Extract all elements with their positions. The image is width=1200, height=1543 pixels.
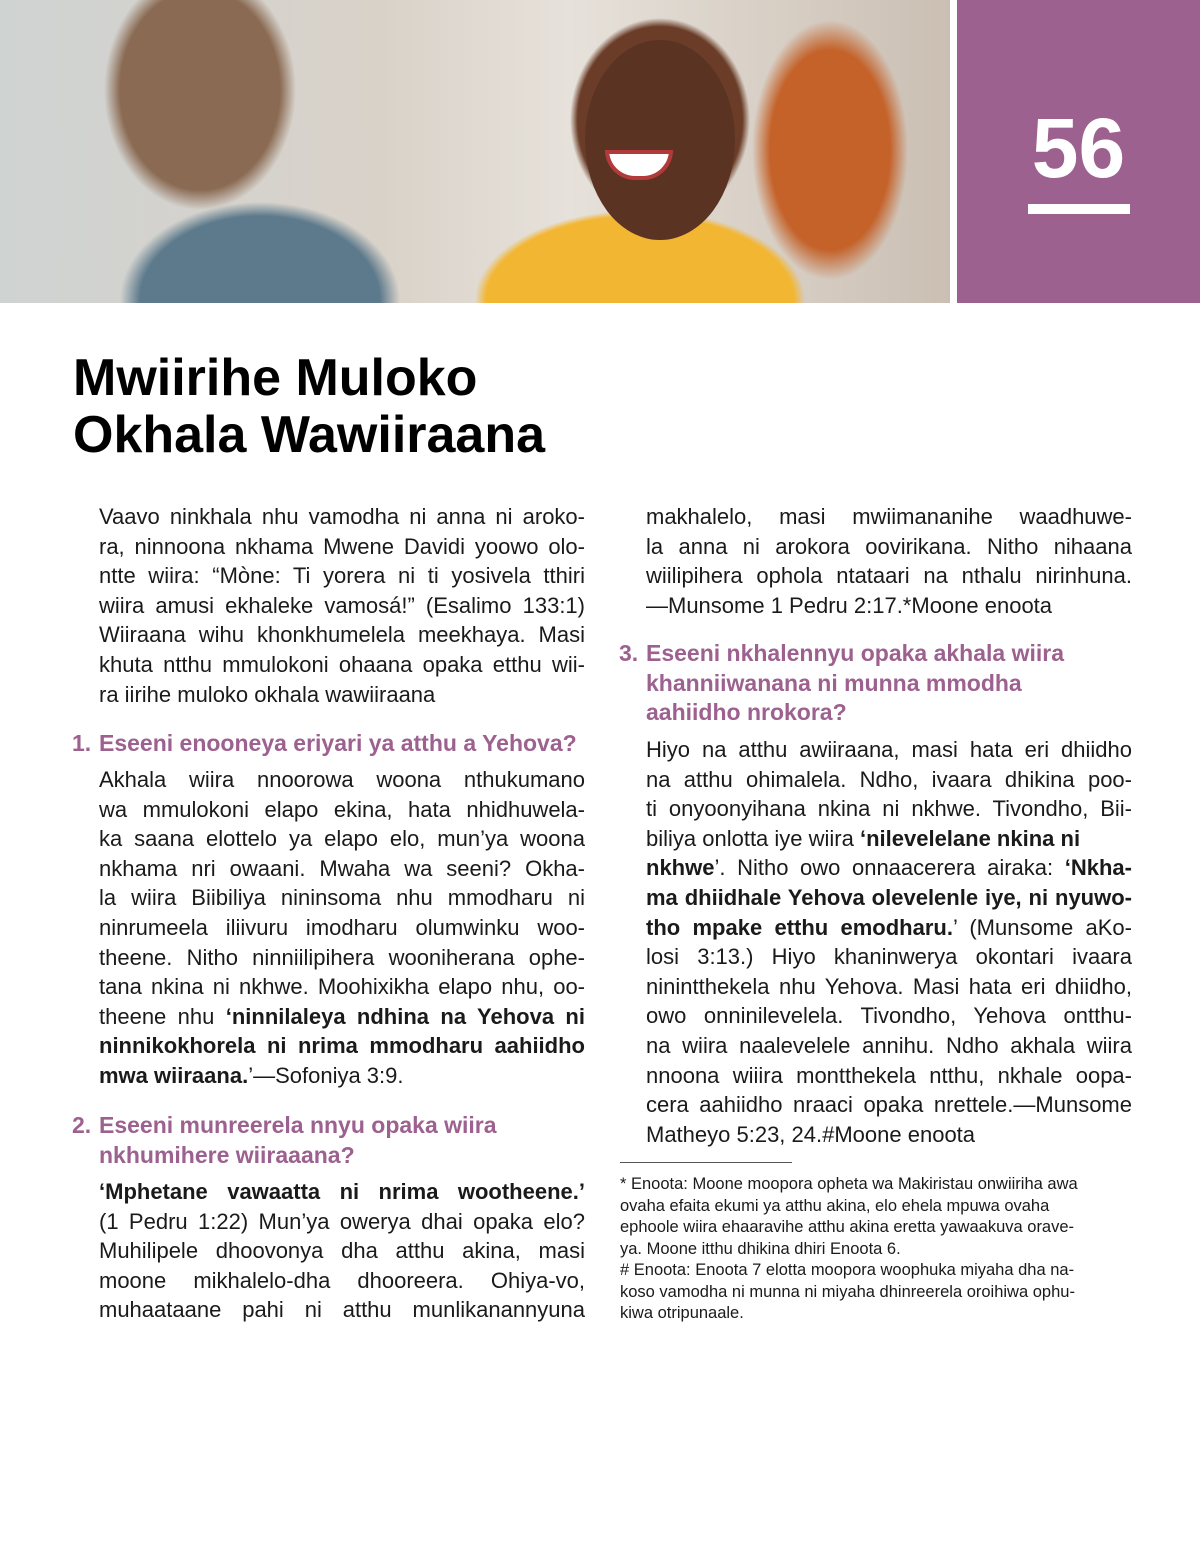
text-line <box>646 502 1132 532</box>
section-heading-text: aahiidho nrokora? <box>646 699 847 726</box>
text-segment: Muhilipele dhoovonya dha atthu akina, masi <box>99 1238 585 1264</box>
text-line-content <box>99 797 585 822</box>
text-segment: ’—Sofoniya 3:9. <box>248 1062 404 1088</box>
text-segment: wiilipihera ophola ntataari na nthalu nirinhuna. <box>646 563 1132 589</box>
section-2-paragraph <box>99 1177 585 1325</box>
footnotes <box>620 1174 1140 1325</box>
text-line <box>99 1295 585 1325</box>
text-line-content <box>646 885 1132 910</box>
text-segment: wa mmulokoni elapo ekina, hata nhidhuwela- <box>99 796 585 822</box>
section-heading-text: Eseeni enooneya eriyari ya atthu a Yehova? <box>99 730 577 756</box>
text-segment: ninrumeela iliivuru imodharu olumwinku woo- <box>99 914 585 940</box>
text-line-content <box>99 767 585 792</box>
text-line <box>646 1120 1132 1150</box>
text-line-content <box>646 534 1132 559</box>
text-segment: na wiira naalevelele annihu. Ndho akhala wiira <box>646 1032 1132 1058</box>
text-line-content <box>99 534 585 559</box>
text-line <box>99 591 585 621</box>
footnote-line <box>620 1282 1140 1304</box>
text-segment: ka saana elottelo ya elapo elo, mun’ya woona <box>99 826 585 852</box>
section-heading-line <box>646 698 1132 728</box>
text-line <box>646 942 1132 972</box>
section-number: 1. <box>72 730 92 756</box>
text-line-content <box>646 915 1132 940</box>
text-line <box>99 532 585 562</box>
text-line-content <box>99 1179 585 1204</box>
text-segment: muhaataane pahi ni atthu munlikanannyuna <box>99 1297 585 1323</box>
intro-paragraph <box>99 502 585 709</box>
text-line-content <box>646 1122 975 1147</box>
section-heading-line <box>99 729 585 759</box>
section-number: 2. <box>72 1112 92 1138</box>
text-line-content <box>99 915 585 940</box>
text-line-content <box>646 796 1132 821</box>
footnote-divider <box>620 1162 792 1163</box>
text-line-content <box>99 1297 585 1322</box>
lesson-number: 56 <box>1031 101 1126 195</box>
text-line <box>99 795 585 825</box>
text-segment: Matheyo 5:23, 24.#Moone enoota <box>646 1121 976 1147</box>
text-line <box>646 735 1132 765</box>
section-3-paragraph <box>646 735 1132 1149</box>
text-segment: ra iirihe muloko okhala wawiiraana <box>99 681 436 707</box>
text-segment: moone mikhalelo-dha dhooreera. Ohiya-vo, <box>99 1267 585 1293</box>
text-line-content <box>99 504 585 529</box>
text-line <box>646 1001 1132 1031</box>
text-line <box>646 824 1132 854</box>
text-line-content <box>646 737 1132 762</box>
text-line-content <box>99 652 585 677</box>
footnote-text: kiwa otripunaale. <box>620 1304 744 1322</box>
text-segment: owo onninilevelela. Tivondho, Yehova ontthu- <box>646 1003 1132 1029</box>
text-segment: ra, ninnoona nkhama Mwene Davidi yoowo olo- <box>99 533 585 559</box>
text-line-content <box>99 885 585 910</box>
text-line-content <box>99 593 585 618</box>
text-line <box>99 620 585 650</box>
footnote-text: koso vamodha ni munna ni miyaha dhinreerela oroihiwa ophu- <box>620 1282 1075 1301</box>
text-line <box>99 913 585 943</box>
text-line-content <box>646 593 1052 618</box>
bold-text: nkhwe <box>646 855 715 881</box>
text-segment: na atthu ohimalela. Ndho, ivaara dhikina poo- <box>646 766 1132 792</box>
text-segment: la wiira Biibiliya nininsoma nhu mmodharu ni <box>99 885 585 911</box>
text-line-content <box>646 1033 1132 1058</box>
bold-text: ma dhiidhale Yehova olevelenle iye, ni nyuwo- <box>646 884 1132 910</box>
text-segment: (1 Pedru 1:22) Mun’ya owerya dhai opaka elo? <box>99 1208 585 1234</box>
text-line-content <box>646 974 1132 999</box>
section-heading-line <box>646 639 1132 669</box>
footnote-text: * Enoota: Moone moopora opheta wa Makiristau onwiiriha awa <box>620 1175 1078 1193</box>
text-line <box>646 1061 1132 1091</box>
text-segment: la anna ni arokora oovirikana. Nitho nihaana <box>646 533 1132 559</box>
text-line-content <box>646 1092 1132 1117</box>
text-line-content <box>99 826 585 851</box>
text-line <box>99 824 585 854</box>
text-segment: Hiyo na atthu awiiraana, masi hata eri dhiidho <box>646 737 1132 762</box>
text-line <box>99 1061 585 1091</box>
text-line <box>646 913 1132 943</box>
text-segment: Akhala wiira nnoorowa woona nthukumano <box>99 767 585 792</box>
text-line-content <box>99 622 585 647</box>
text-line-content <box>99 563 585 588</box>
text-line <box>646 561 1132 591</box>
text-line-content <box>99 1268 585 1293</box>
section-heading-text: khanniiwanana ni munna mmodha <box>646 669 1022 696</box>
bold-text: mwa wiiraana. <box>99 1062 249 1088</box>
text-line <box>646 1031 1132 1061</box>
section-heading-text: Eseeni nkhalennyu opaka akhala wiira <box>646 640 1065 666</box>
section-heading-text: nkhumihere wiiraaana? <box>99 1141 355 1168</box>
page-title <box>73 350 545 464</box>
text-line <box>646 1090 1132 1120</box>
section-heading-text: Eseeni munreerela nnyu opaka wiira <box>99 1112 497 1138</box>
text-line <box>99 1002 585 1032</box>
text-line <box>646 883 1132 913</box>
text-line <box>646 765 1132 795</box>
footnote-text: # Enoota: Enoota 7 elotta moopora woophuka miyaha dha na- <box>620 1261 1075 1279</box>
text-line-content <box>99 1238 585 1263</box>
section-heading-2 <box>72 1111 585 1170</box>
footnote-line <box>620 1260 1140 1282</box>
bold-text: ‘Nkha- <box>1064 855 1132 881</box>
section-heading-1 <box>72 729 585 759</box>
text-segment: ti onyoonyihana nkina ni nkhwe. Tivondho, Bii- <box>646 796 1132 822</box>
text-line <box>646 591 1132 621</box>
section-number: 3. <box>619 640 639 666</box>
footnote-line <box>620 1174 1140 1196</box>
footnote <box>620 1174 1140 1260</box>
bold-text: tho mpake etthu emodharu. <box>646 914 953 940</box>
text-segment: ninintthekela nhu Yehova. Masi hata eri dhiidho, <box>646 973 1132 999</box>
text-line <box>99 883 585 913</box>
lesson-number-badge <box>957 0 1200 303</box>
text-line <box>646 532 1132 562</box>
header-photo <box>0 0 950 303</box>
footnote <box>620 1260 1140 1325</box>
section-heading-line <box>99 1141 585 1171</box>
text-line-content <box>646 1063 1132 1088</box>
text-line-content <box>646 563 1132 588</box>
text-segment: Wiiraana wihu khonkhumelela meekhaya. Masi <box>99 622 585 648</box>
text-line-content <box>99 1063 404 1088</box>
text-line <box>646 853 1132 883</box>
footnote-text: ovaha efaita ekumi ya atthu akina, elo ehela mpuwa ovaha <box>620 1196 1050 1215</box>
text-segment: nnoona wiiira montthekela ntthu, nkhale oopa- <box>646 1062 1132 1088</box>
text-line <box>99 972 585 1002</box>
section-2-paragraph-continued <box>646 502 1132 620</box>
bold-text: ‘nilevelelane nkina ni <box>859 825 1081 851</box>
footnote-text: ephoole wiira ehaaravihe atthu akina eretta yawaakuva orave- <box>620 1218 1075 1236</box>
text-line <box>99 1266 585 1296</box>
text-segment: theene nhu <box>99 1003 226 1029</box>
text-segment: tana nkina ni nkhwe. Moohixikha elapo nhu, oo- <box>99 974 585 1000</box>
footnote-line <box>620 1217 1140 1239</box>
bold-text: ‘Mphetane vawaatta ni nrima wootheene.’ <box>99 1179 585 1204</box>
page-title-line: Okhala Wawiiraana <box>73 406 546 464</box>
text-segment: wiira amusi ekhaleke vamosá!” (Esalimo 133:1) <box>99 592 585 618</box>
text-segment: ’ (Munsome aKo- <box>952 914 1132 940</box>
text-line <box>99 1236 585 1266</box>
text-segment: biliya onlotta iye wiira <box>646 825 860 851</box>
text-line <box>99 854 585 884</box>
text-line <box>99 1031 585 1061</box>
text-segment: nkhama nri owaani. Mwaha wa seeni? Okha- <box>99 855 585 881</box>
text-segment: ’. Nitho owo onnaacerera airaka: <box>714 855 1065 881</box>
text-segment: makhalelo, masi mwiimananihe waadhuwe- <box>646 504 1132 529</box>
text-line-content <box>99 974 585 999</box>
footnote-line <box>620 1239 1140 1261</box>
text-line-content <box>646 944 1132 969</box>
photo-woman-face <box>585 40 735 240</box>
text-line-content <box>99 1004 585 1029</box>
text-line <box>99 943 585 973</box>
text-line <box>99 650 585 680</box>
footnote-line <box>620 1196 1140 1218</box>
text-line-content <box>646 767 1132 792</box>
text-segment: Vaavo ninkhala nhu vamodha ni anna ni aroko- <box>99 504 585 529</box>
text-segment: —Munsome 1 Pedru 2:17.*Moone enoota <box>646 592 1053 618</box>
text-line <box>99 765 585 795</box>
section-heading-line <box>99 1111 585 1141</box>
text-line <box>99 561 585 591</box>
footnote-text: ya. Moone itthu dhikina dhiri Enoota 6. <box>620 1239 901 1258</box>
text-line <box>99 1177 585 1207</box>
bold-text: ninnikokhorela ni nrima mmodharu aahiidho <box>99 1033 585 1059</box>
section-heading-3 <box>619 639 1132 728</box>
text-line <box>646 794 1132 824</box>
text-line-content <box>646 855 1132 880</box>
text-line-content <box>646 1003 1132 1028</box>
text-line-content <box>99 1209 585 1234</box>
text-segment: cera aahiidho nraaci opaka nrettele.—Munsome <box>646 1092 1132 1118</box>
text-segment: losi 3:13.) Hiyo khaninwerya okontari ivaara <box>646 944 1132 970</box>
text-line-content <box>646 504 1132 529</box>
text-line-content <box>646 826 1080 851</box>
lesson-number-underline <box>1028 204 1130 214</box>
text-line <box>99 1207 585 1237</box>
text-line-content <box>99 1033 585 1058</box>
page-title-line: Mwiirihe Muloko <box>73 349 478 407</box>
text-line <box>99 680 585 710</box>
bold-text: ‘ninnilaleya ndhina na Yehova ni <box>225 1003 585 1029</box>
text-line <box>646 972 1132 1002</box>
text-line-content <box>99 682 435 707</box>
text-line <box>99 502 585 532</box>
section-heading-line <box>646 669 1132 699</box>
footnote-line <box>620 1303 1140 1325</box>
text-segment: khuta ntthu mmulokoni ohaana opaka etthu wii- <box>99 651 585 677</box>
section-1-paragraph <box>99 765 585 1091</box>
text-line-content <box>99 856 585 881</box>
text-segment: ntte wiira: “Mòne: Ti yorera ni ti yosivela tthiri <box>99 563 585 589</box>
text-segment: theene. Nitho ninniilipihera wooniherana ophe- <box>99 944 585 970</box>
text-line-content <box>99 945 585 970</box>
